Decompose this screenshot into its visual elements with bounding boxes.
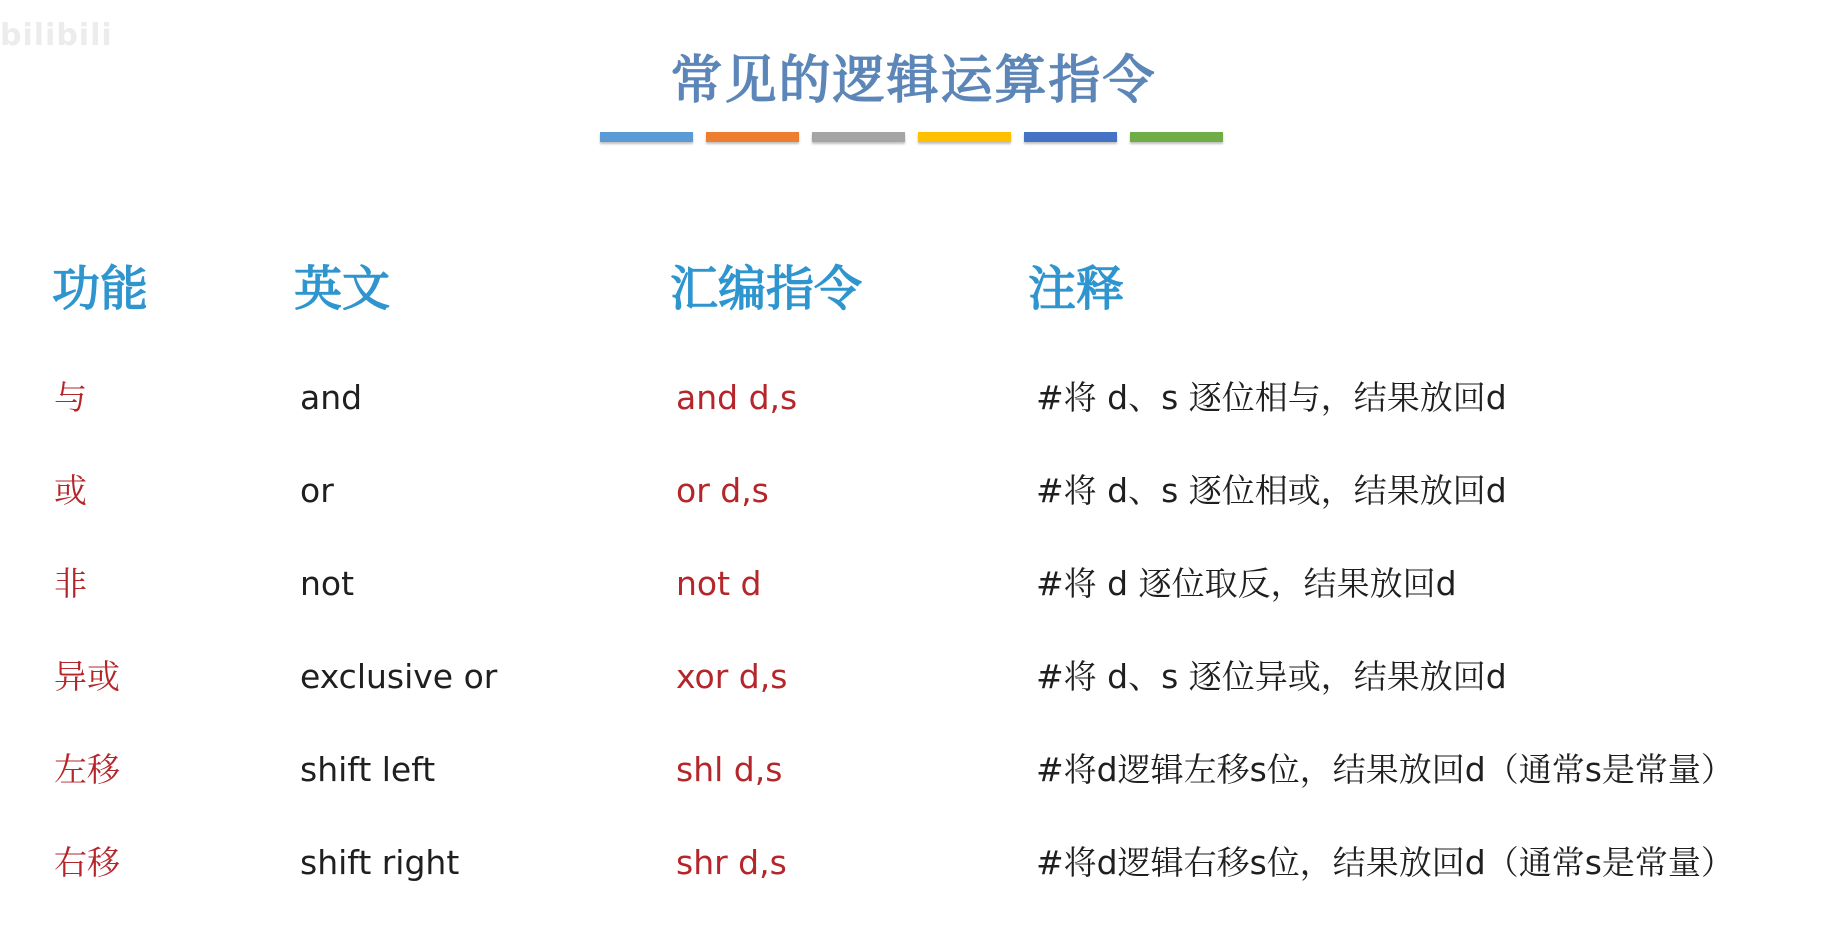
- table-row: [0, 647, 1827, 707]
- decorative-color-bar: [600, 132, 1223, 144]
- assembly-cell: or d,s: [676, 471, 769, 510]
- comment-cell: #将 d、s 逐位异或，结果放回d: [1036, 657, 1507, 696]
- assembly-cell: and d,s: [676, 378, 798, 417]
- table-row: [0, 554, 1827, 614]
- comment-cell: #将d逻辑左移s位，结果放回d（通常s是常量）: [1036, 750, 1734, 789]
- function-cell: 右移: [54, 843, 120, 882]
- english-cell: or: [300, 471, 334, 510]
- function-cell: 或: [54, 471, 87, 510]
- function-cell: 与: [54, 378, 87, 417]
- header-function: 功能: [52, 261, 149, 317]
- english-cell: and: [300, 378, 363, 417]
- function-cell: 异或: [54, 657, 120, 696]
- assembly-cell: xor d,s: [676, 657, 788, 696]
- table-row: [0, 740, 1827, 800]
- table-row: [0, 461, 1827, 521]
- table-row: [0, 368, 1827, 428]
- function-cell: 非: [54, 564, 87, 603]
- assembly-cell: not d: [676, 564, 762, 603]
- color-segment-darkblue: [1024, 132, 1117, 142]
- english-cell: shift right: [300, 843, 460, 882]
- color-segment-yellow: [918, 132, 1011, 142]
- comment-cell: #将 d、s 逐位相或，结果放回d: [1036, 471, 1507, 510]
- color-segment-orange: [706, 132, 799, 142]
- bilibili-watermark: bilibili: [0, 18, 113, 53]
- english-cell: shift left: [300, 750, 436, 789]
- function-cell: 左移: [54, 750, 120, 789]
- assembly-cell: shl d,s: [676, 750, 783, 789]
- header-assembly: 汇编指令: [670, 261, 863, 317]
- header-english: 英文: [294, 261, 391, 317]
- table-row: [0, 833, 1827, 893]
- color-segment-green: [1130, 132, 1223, 142]
- comment-cell: #将d逻辑右移s位，结果放回d（通常s是常量）: [1036, 843, 1734, 882]
- assembly-cell: shr d,s: [676, 843, 787, 882]
- color-segment-blue: [600, 132, 693, 142]
- slide-title: 常见的逻辑运算指令: [670, 51, 1157, 111]
- comment-cell: #将 d 逐位取反，结果放回d: [1036, 564, 1457, 603]
- comment-cell: #将 d、s 逐位相与，结果放回d: [1036, 378, 1507, 417]
- english-cell: not: [300, 564, 355, 603]
- english-cell: exclusive or: [300, 657, 498, 696]
- color-segment-gray: [812, 132, 905, 142]
- header-comment: 注释: [1028, 261, 1125, 317]
